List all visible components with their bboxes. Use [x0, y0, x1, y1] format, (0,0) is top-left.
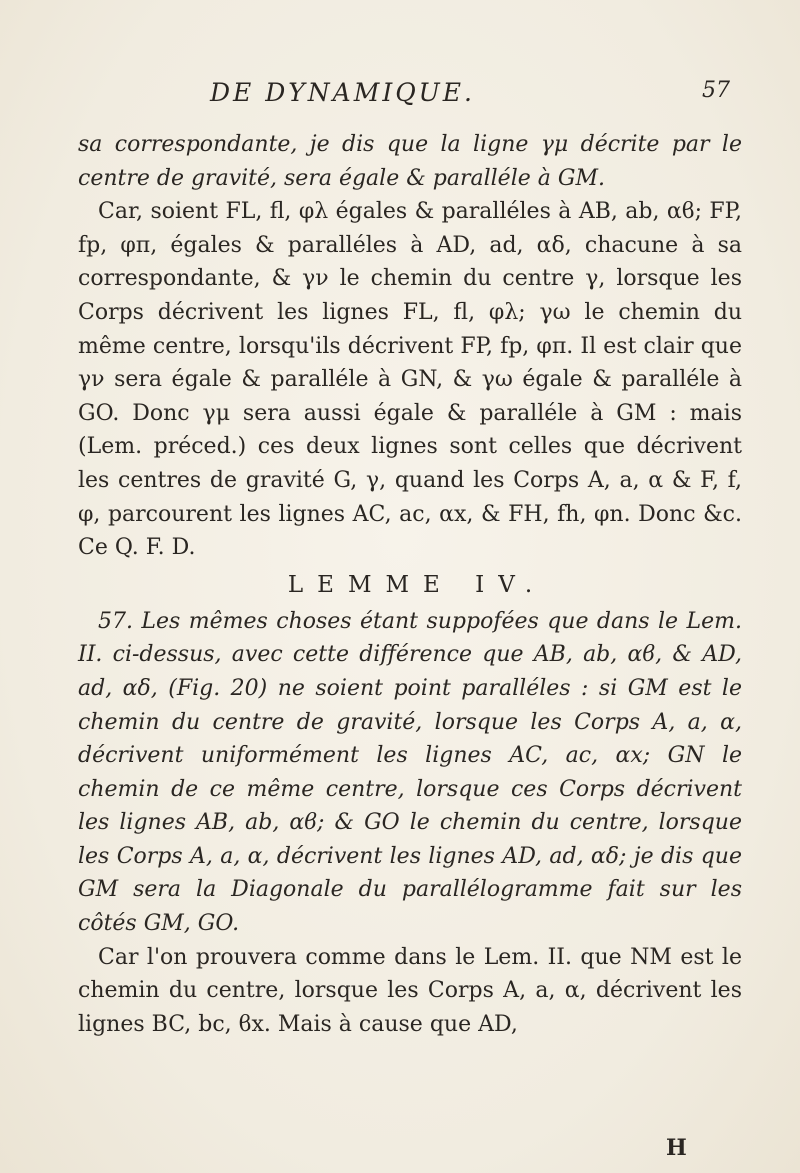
signature-mark: H [666, 1135, 687, 1161]
lemma-title: LEMME IV. [287, 571, 547, 598]
paragraph-proof: Car, soient FL, fl, φλ égales & paralléles à AB, ab, αϐ; FP, fp, φπ, égales & paralléles à AD, ad, αδ, chacune à sa correspondante, & γν le chemin du centre γ, lorsque les Corps décrivent les lignes FL, fl, φλ; γω le chemin du même centre, lorsqu'ils décrivent FP, fp, φπ. Il est clair que γν sera égale & paralléle à GN, & γω égale & paralléle à GO. Donc γμ sera aussi égale & paralléle à GM : mais (Lem. préced.) ces deux lignes sont celles que décrivent les centres de gravité G, γ, quand les Corps A, a, α & F, f, φ, parcourent les lignes AC, ac, αx, & FH, fh, φn. Donc &c. Ce Q. F. D. [78, 199, 742, 561]
page-number: 57 [702, 78, 730, 103]
running-title: DE DYNAMIQUE. [210, 78, 475, 107]
lemma-statement: 57. Les mêmes choses étant suppofées que dans le Lem. II. ci-dessus, avec cette différence que AB, ab, αϐ, & AD, ad, αδ, (Fig. 20) ne soient point paralléles : si GM est le chemin du centre de gravité, lorsque les Corps A, a, α, décrivent uniformément les lignes AC, ac, αx; GN le chemin de ce même centre, lorsque ces Corps décrivent les lignes AB, ab, αϐ; & GO le chemin du centre, lorsque les Corps A, a, α, décrivent les lignes AD, ad, αδ; je dis que GM sera la Diagonale du parallélogramme fait sur les côtés GM, GO. [78, 608, 742, 937]
body-text [78, 128, 742, 1041]
page-header [90, 78, 730, 108]
paragraph-continuation: sa correspondante, je dis que la ligne γμ décrite par le centre de gravité, sera égale & paralléle à GM. [78, 132, 742, 191]
paragraph-final: Car l'on prouvera comme dans le Lem. II. que NM est le chemin du centre, lorsque les Corps A, a, α, décrivent les lignes BC, bc, ϐx. Mais à cause que AD, [78, 944, 742, 1037]
